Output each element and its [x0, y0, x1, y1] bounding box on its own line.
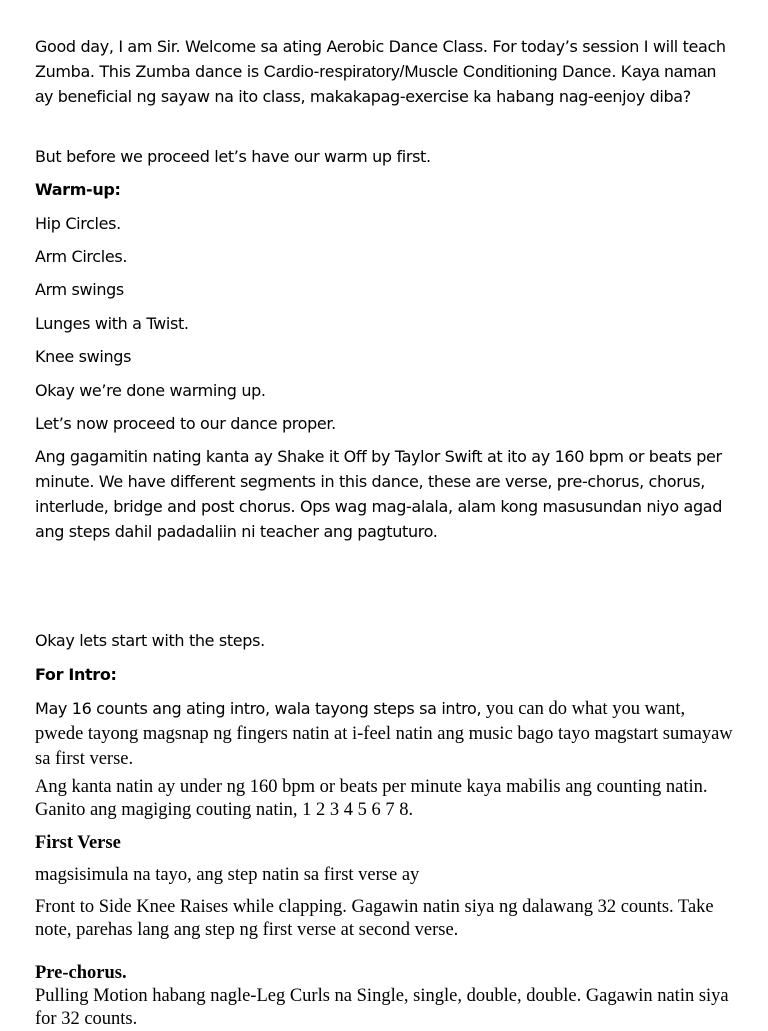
- first-verse-paragraph: Front to Side Knee Raises while clapping. Gagawin natin siya ng dalawang 32 counts. Take note, parehas lang ang step ng first verse at second verse.: [35, 897, 714, 940]
- warmup-item: Knee swings: [35, 347, 132, 366]
- intro-steps-text-a: May 16 counts ang ating intro, wala tayong steps sa intro,: [35, 699, 482, 718]
- intro-text-e: beneficial ng sayaw na ito class, makakapag-exercise ka habang nag-eenjoy diba?: [52, 87, 691, 106]
- warmup-item: Lunges with a Twist.: [35, 314, 189, 333]
- intro-steps-paragraph: [35, 696, 737, 772]
- done-warmup-text: Okay we’re done warming up.: [35, 381, 266, 400]
- intro-paragraph: [35, 34, 737, 109]
- warmup-item: Hip Circles.: [35, 214, 121, 233]
- counting-paragraph: Ang kanta natin ay under ng 160 bpm or beats per minute kaya mabilis ang counting natin. Ganito ang magiging couting natin, 1 2 3 4 5 6 7 8.: [35, 777, 708, 820]
- intro-text-d: Kaya naman ay: [35, 62, 717, 106]
- intro-text-c: .: [611, 62, 617, 81]
- start-steps-text: Okay lets start with the steps.: [35, 631, 265, 650]
- warmup-item: Arm Circles.: [35, 247, 128, 266]
- prechorus-heading: Pre-chorus.: [35, 963, 127, 983]
- intro-text-a: Good day, I am Sir. Welcome sa ating Aerobic Dance Class. For today’s session I will teach Zumba. This Zumba dance is: [35, 37, 726, 81]
- prechorus-paragraph: Pulling Motion habang nagle-Leg Curls na Single, single, double, double. Gagawin natin siya for 32 counts.: [35, 986, 729, 1029]
- proceed-text: Let’s now proceed to our dance proper.: [35, 414, 336, 433]
- warmup-heading: Warm-up:: [35, 180, 121, 199]
- intro-text-b: Cardio-respiratory/Muscle Conditioning Dance: [263, 62, 612, 81]
- before-warmup-text: But before we proceed let’s have our warm up first.: [35, 147, 431, 166]
- first-verse-intro: magsisimula na tayo, ang step natin sa first verse ay: [35, 865, 420, 885]
- intro-steps-heading: For Intro:: [35, 665, 117, 684]
- warmup-item: Arm swings: [35, 280, 124, 299]
- first-verse-heading: First Verse: [35, 833, 121, 853]
- song-paragraph: Ang gagamitin nating kanta ay Shake it Off by Taylor Swift at ito ay 160 bpm or beats per minute. We have different segments in this dance, these are verse, pre-chorus, chorus, interlude, bridge and post chorus. Ops wag mag-alala, alam kong masusundan niyo agad ang steps dahil padadaliin ni teacher ang pagtuturo.: [35, 447, 723, 541]
- intro-steps-text-b: you can do what you want, pwede tayong magsnap ng fingers natin at i-feel natin ang music bago tayo magstart sumayaw sa first verse.: [35, 699, 733, 769]
